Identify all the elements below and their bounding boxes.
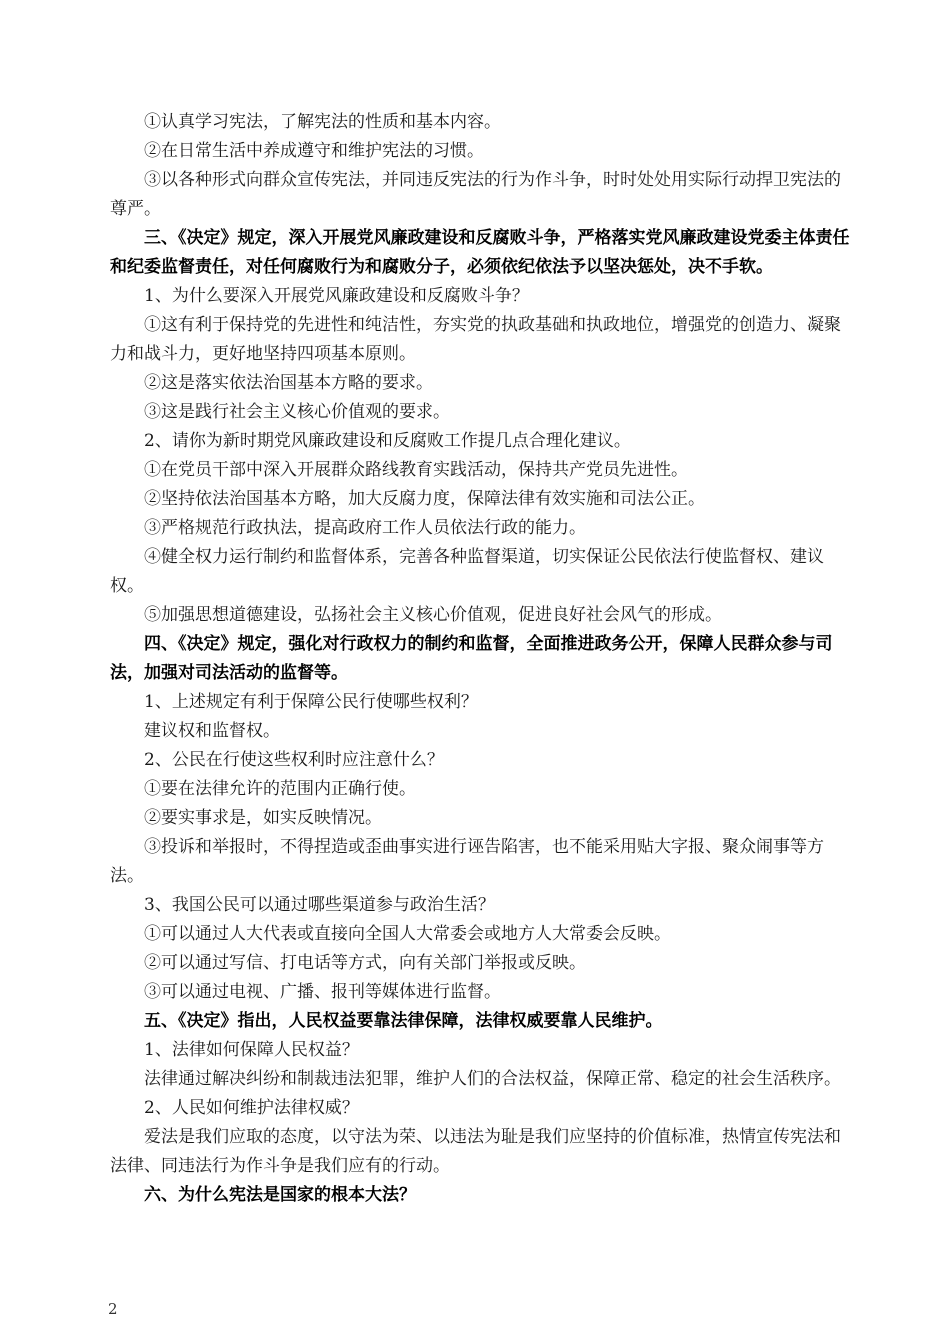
body-paragraph: 1、上述规定有利于保障公民行使哪些权利？ xyxy=(144,692,478,712)
body-paragraph: ②在日常生活中养成遵守和维护宪法的习惯。 xyxy=(144,141,484,161)
body-paragraph: ②要实事求是，如实反映情况。 xyxy=(144,808,382,828)
body-paragraph: ①要在法律允许的范围内正确行使。 xyxy=(144,779,416,799)
page-number: 2 xyxy=(108,1300,118,1318)
body-paragraph: 3、我国公民可以通过哪些渠道参与政治生活？ xyxy=(144,895,495,915)
body-paragraph: 1、法律如何保障人民权益？ xyxy=(144,1040,359,1060)
body-paragraph: ①认真学习宪法，了解宪法的性质和基本内容。 xyxy=(144,112,501,132)
body-paragraph: ①这有利于保持党的先进性和纯洁性，夯实党的执政基础和执政地位，增强党的创造力、凝聚力和战斗力，更好地坚持四项基本原则。 xyxy=(110,315,841,364)
body-paragraph: ③可以通过电视、广播、报刊等媒体进行监督。 xyxy=(144,982,501,1002)
body-paragraph: ③投诉和举报时，不得捏造或歪曲事实进行诬告陷害，也不能采用贴大字报、聚众闹事等方法。 xyxy=(110,837,824,886)
body-paragraph: 2、请你为新时期党风廉政建设和反腐败工作提几点合理化建议。 xyxy=(144,431,631,451)
section-heading: 三、《决定》规定，深入开展党风廉政建设和反腐败斗争，严格落实党风廉政建设党委主体责任和纪委监督责任，对任何腐败行为和腐败分子，必须依纪依法予以坚决惩处，决不手软。 xyxy=(110,228,850,277)
document-body xyxy=(110,108,855,1210)
body-paragraph: ③这是践行社会主义核心价值观的要求。 xyxy=(144,402,450,422)
body-paragraph: ②可以通过写信、打电话等方式，向有关部门举报或反映。 xyxy=(144,953,586,973)
body-paragraph: ①在党员干部中深入开展群众路线教育实践活动，保持共产党员先进性。 xyxy=(144,460,688,480)
section-heading: 六、为什么宪法是国家的根本大法？ xyxy=(144,1185,416,1205)
body-paragraph: 爱法是我们应取的态度，以守法为荣、以违法为耻是我们应坚持的价值标准，热情宣传宪法和法律、同违法行为作斗争是我们应有的行动。 xyxy=(110,1127,841,1176)
body-paragraph: 2、公民在行使这些权利时应注意什么？ xyxy=(144,750,444,770)
body-paragraph: ③以各种形式向群众宣传宪法，并同违反宪法的行为作斗争，时时处处用实际行动捍卫宪法的尊严。 xyxy=(110,170,841,219)
body-paragraph: ①可以通过人大代表或直接向全国人大常委会或地方人大常委会反映。 xyxy=(144,924,671,944)
body-paragraph: ③严格规范行政执法，提高政府工作人员依法行政的能力。 xyxy=(144,518,586,538)
body-paragraph: ②这是落实依法治国基本方略的要求。 xyxy=(144,373,433,393)
body-paragraph: 建议权和监督权。 xyxy=(144,721,280,741)
section-heading: 五、《决定》指出，人民权益要靠法律保障，法律权威要靠人民维护。 xyxy=(144,1011,663,1031)
body-paragraph: 法律通过解决纠纷和制裁违法犯罪，维护人们的合法权益，保障正常、稳定的社会生活秩序。 xyxy=(144,1069,841,1089)
body-paragraph: ⑤加强思想道德建设，弘扬社会主义核心价值观，促进良好社会风气的形成。 xyxy=(144,605,722,625)
body-paragraph: 1、为什么要深入开展党风廉政建设和反腐败斗争？ xyxy=(144,286,529,306)
body-paragraph: ④健全权力运行制约和监督体系，完善各种监督渠道，切实保证公民依法行使监督权、建议权。 xyxy=(110,547,824,596)
section-heading: 四、《决定》规定，强化对行政权力的制约和监督，全面推进政务公开，保障人民群众参与司法，加强对司法活动的监督等。 xyxy=(110,634,833,683)
body-paragraph: ②坚持依法治国基本方略，加大反腐力度，保障法律有效实施和司法公正。 xyxy=(144,489,705,509)
body-paragraph: 2、人民如何维护法律权威？ xyxy=(144,1098,359,1118)
